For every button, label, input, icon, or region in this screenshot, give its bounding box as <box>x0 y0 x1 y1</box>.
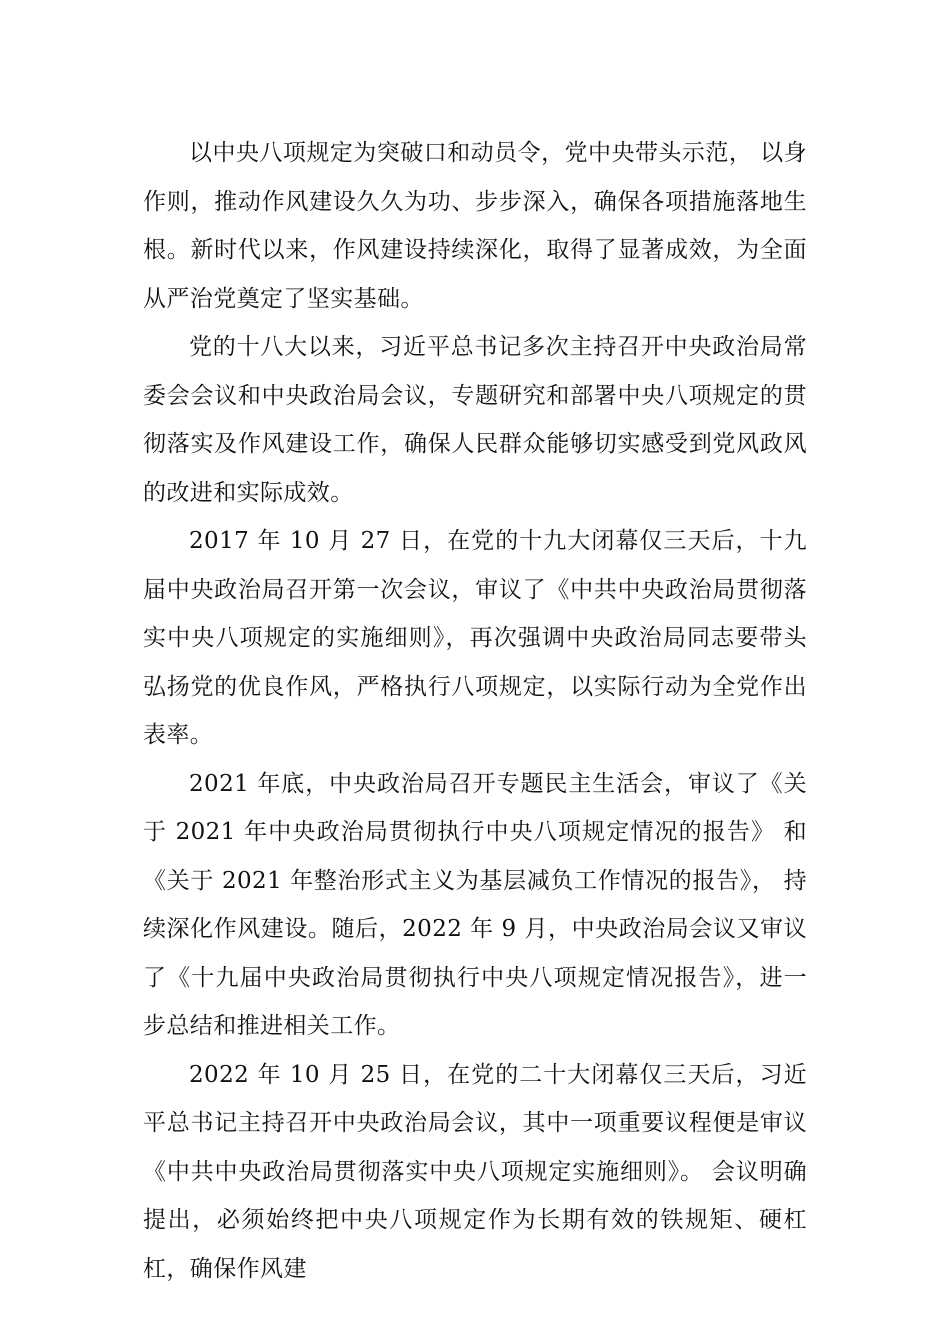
paragraph-5: 2022 年 10 月 25 日，在党的二十大闭幕仅三天后，习近平总书记主持召开中央政治局会议，其中一项重要议程便是审议《中共中央政治局贯彻落实中央八项规定实施细则》。 会议明确提出，必须始终把中央八项规定作为长期有效的铁规矩、硬杠杠，确保作风建 <box>143 1061 807 1282</box>
paragraph-2: 党的十八大以来，习近平总书记多次主持召开中央政治局常委会会议和中央政治局会议，专题研究和部署中央八项规定的贯彻落实及作风建设工作，确保人民群众能够切实感受到党风政风的改进和实际成效。 <box>143 334 807 506</box>
paragraph-3: 2017 年 10 月 27 日，在党的十九大闭幕仅三天后，十九届中央政治局召开第一次会议，审议了《中共中央政治局贯彻落实中央八项规定的实施细则》，再次强调中央政治局同志要带头弘扬党的优良作风，严格执行八项规定，以实际行动为全党作出表率。 <box>143 528 807 748</box>
document-body <box>143 129 807 1293</box>
paragraph-1: 以中央八项规定为突破口和动员令，党中央带头示范， 以身作则，推动作风建设久久为功、步步深入，确保各项措施落地生根。新时代以来，作风建设持续深化，取得了显著成效，为全面从严治党奠定了坚实基础。 <box>143 140 807 312</box>
paragraph-4: 2021 年底，中央政治局召开专题民主生活会，审议了《关于 2021 年中央政治局贯彻执行中央八项规定情况的报告》 和《关于 2021 年整治形式主义为基层减负工作情况的报告》， 持续深化作风建设。随后，2022 年 9 月，中央政治局会议又审议了《十九届中央政治局贯彻执行中央八项规定情况报告》，进一步总结和推进相关工作。 <box>143 770 807 1039</box>
